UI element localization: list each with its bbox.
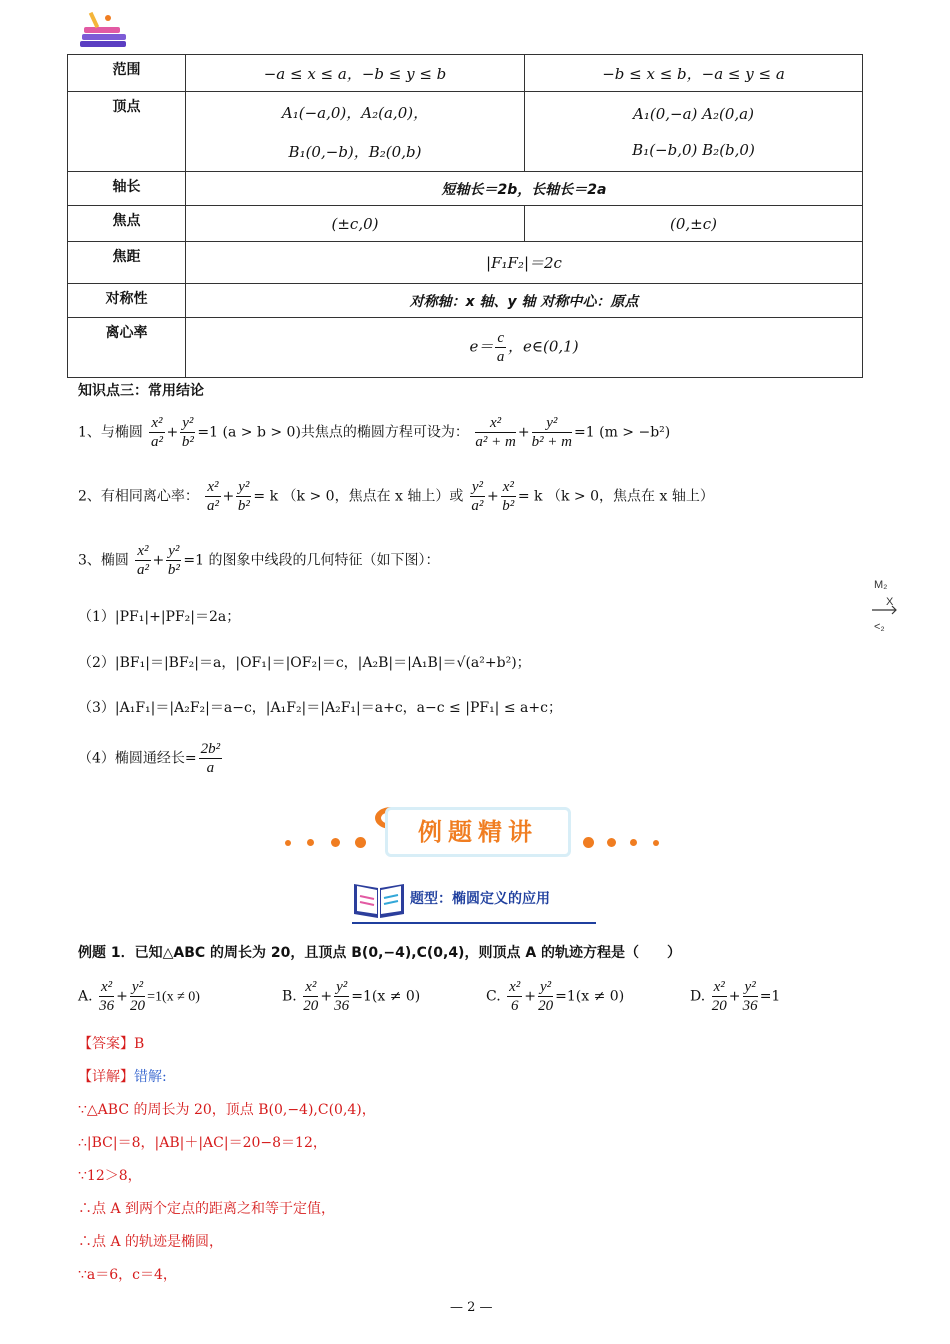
foci-vertical: (0,±c) [525, 206, 863, 242]
ecc-post: ，e∈(0,1) [508, 337, 579, 356]
option-tail: =1(x ≠ 0) [555, 988, 625, 1005]
sub-2: （2）|BF₁|＝|BF₂|＝a，|OF₁|＝|OF₂|＝c，|A₂B|＝|A₁B|＝√(a²+b²)； [78, 655, 531, 671]
conclusion-3: 3、椭圆 $\frac{\text{x²}}{\text{a²}}$ + $\frac{\text{y²}}{\text{b²}}$ =1 的图象中线段的几何特征（如下图）： [78, 543, 440, 578]
topic-title: 题型：椭圆定义的应用 [410, 891, 550, 907]
vertices-horizontal [186, 92, 525, 172]
solution-line: ∴点 A 到两个定点的距离之和等于定值， [78, 1201, 336, 1217]
page-number: — 2 — [450, 1300, 493, 1315]
section-banner [285, 805, 665, 855]
option-b: B. $\frac{\text{x²}}{20}$ + $\frac{\text{y²}}{36}$ =1(x ≠ 0) [282, 979, 421, 1014]
ecc-num: c [497, 330, 504, 346]
item2-pre: 2、有相同离心率： [78, 488, 199, 505]
item1-mid: (a > b > 0)共焦点的椭圆方程可设为： [222, 424, 469, 441]
answer-value: B [134, 1036, 145, 1052]
vertices-vertical [525, 92, 863, 172]
vertices-line: B₁(−b,0) B₂(b,0) [632, 140, 755, 159]
detail-note: 错解: [134, 1069, 167, 1085]
banner-title: 例题精讲 [385, 807, 571, 857]
sub-3: （3）|A₁F₁|＝|A₂F₂|＝a−c，|A₁F₂|＝|A₂F₁|＝a+c，a−c ≤ |PF₁| ≤ a+c； [78, 700, 562, 716]
section-title: 知识点三：常用结论 [78, 383, 204, 399]
books-logo-icon [78, 8, 130, 52]
vertices-line: B₁(0,−b)，B₂(0,b) [288, 142, 422, 161]
item1-pre: 1、与椭圆 [78, 424, 143, 441]
item3-post: 的图象中线段的几何特征（如下图）： [208, 552, 440, 569]
item3-pre: 3、椭圆 [78, 552, 129, 569]
row-label: 顶点 [68, 92, 186, 172]
svg-text:M₂: M₂ [874, 579, 888, 591]
option-tail: =1 [759, 988, 781, 1005]
solution-line: ∵a＝6，c＝4， [78, 1267, 177, 1283]
option-letter: B. [282, 988, 297, 1005]
ecc-den: a [496, 349, 505, 365]
example-question: 例题 1．已知△ABC 的周长为 20，且顶点 B(0,−4),C(0,4)，则顶点 A 的轨迹方程是（ ） [78, 945, 682, 961]
sub-4 [78, 740, 224, 777]
row-label: 离心率 [68, 318, 186, 378]
svg-text:<₂: <₂ [874, 621, 885, 632]
solution-line: ∴点 A 的轨迹是椭圆， [78, 1234, 224, 1250]
answer-line [78, 1033, 144, 1053]
detail-tag: 【详解】 [78, 1069, 134, 1085]
option-tail: =1(x ≠ 0) [351, 988, 421, 1005]
solution-line: ∵12＞8， [78, 1168, 142, 1184]
row-label: 对称性 [68, 284, 186, 318]
item2-mid: （k > 0，焦点在 x 轴上）或 [282, 488, 464, 505]
option-a: A. $\frac{\text{x²}}{36}$ + $\frac{\text{y²}}{20}$ =1(x ≠ 0) [78, 979, 200, 1014]
conclusion-2: 2、有相同离心率： $\frac{\text{x²}}{\text{a²}}$ + $\frac{\text{y²}}{\text{b²}}$ = k （k > 0，焦点在 x 轴上）或 $\frac{\text{y²}}{\text{a²}}$ + $\frac{\text{x²}}{\text{b²}}$ = k （k > 0，焦点在 x 轴上） [78, 479, 714, 514]
option-d: D. $\frac{\text{x²}}{20}$ + $\frac{\text{y²}}{36}$ =1 [690, 979, 781, 1014]
symmetry: 对称轴：x 轴、y 轴 对称中心：原点 [186, 284, 863, 318]
sub4-num: 2b² [200, 741, 221, 757]
row-label: 范围 [68, 55, 186, 92]
open-book-icon [352, 878, 406, 920]
row-label: 焦距 [68, 242, 186, 284]
ellipse-properties-table [67, 54, 863, 378]
topic-underline [352, 922, 596, 924]
option-letter: C. [486, 988, 501, 1005]
option-c: C. $\frac{\text{x²}}{6}$ + $\frac{\text{y²}}{20}$ =1(x ≠ 0) [486, 979, 625, 1014]
sub4-den: a [206, 760, 215, 776]
focal-distance: |F₁F₂|＝2c [186, 242, 863, 284]
row-label: 焦点 [68, 206, 186, 242]
option-letter: D. [690, 988, 706, 1005]
conclusion-1: 1、与椭圆 $\frac{\text{x²}}{\text{a²}}$ + $\frac{\text{y²}}{\text{b²}}$ =1 (a > b > 0)共焦点的椭圆方程可设为： $\frac{\text{x²}}{\text{a² + m}}$ + $\frac{\text{y²}}{\text{b² + m}}$ =1 (m > −b²) [78, 415, 671, 450]
axis-arrow-icon [868, 572, 902, 632]
vertices-line: A₁(0,−a) A₂(0,a) [633, 104, 754, 123]
sub-1: （1）|PF₁|+|PF₂|＝2a； [78, 609, 241, 625]
ecc-fraction [495, 329, 506, 366]
solution-line: ∴|BC|＝8，|AB|＋|AC|＝20−8＝12， [78, 1135, 327, 1151]
topic-header [352, 878, 550, 924]
range-horizontal: −a ≤ x ≤ a，−b ≤ y ≤ b [186, 55, 525, 92]
sub4-pre: （4）椭圆通经长= [78, 750, 197, 767]
eccentricity [186, 318, 863, 378]
option-letter: A. [78, 988, 93, 1005]
item1-post: (m > −b²) [599, 424, 671, 441]
item2-post: （k > 0，焦点在 x 轴上） [547, 488, 714, 505]
row-label: 轴长 [68, 172, 186, 206]
solution-line: ∵△ABC 的周长为 20，顶点 B(0,−4),C(0,4)， [78, 1102, 376, 1118]
detail-line [78, 1066, 167, 1086]
svg-text:X: X [886, 596, 894, 608]
axis-length: 短轴长＝2b，长轴长＝2a [186, 172, 863, 206]
answer-tag: 【答案】 [78, 1036, 134, 1052]
option-tail: =1(x ≠ 0) [147, 989, 200, 1005]
ecc-pre: e＝ [469, 337, 494, 356]
vertices-line: A₁(−a,0)，A₂(a,0)， [281, 103, 429, 122]
foci-horizontal: (±c,0) [186, 206, 525, 242]
range-vertical: −b ≤ x ≤ b，−a ≤ y ≤ a [525, 55, 863, 92]
